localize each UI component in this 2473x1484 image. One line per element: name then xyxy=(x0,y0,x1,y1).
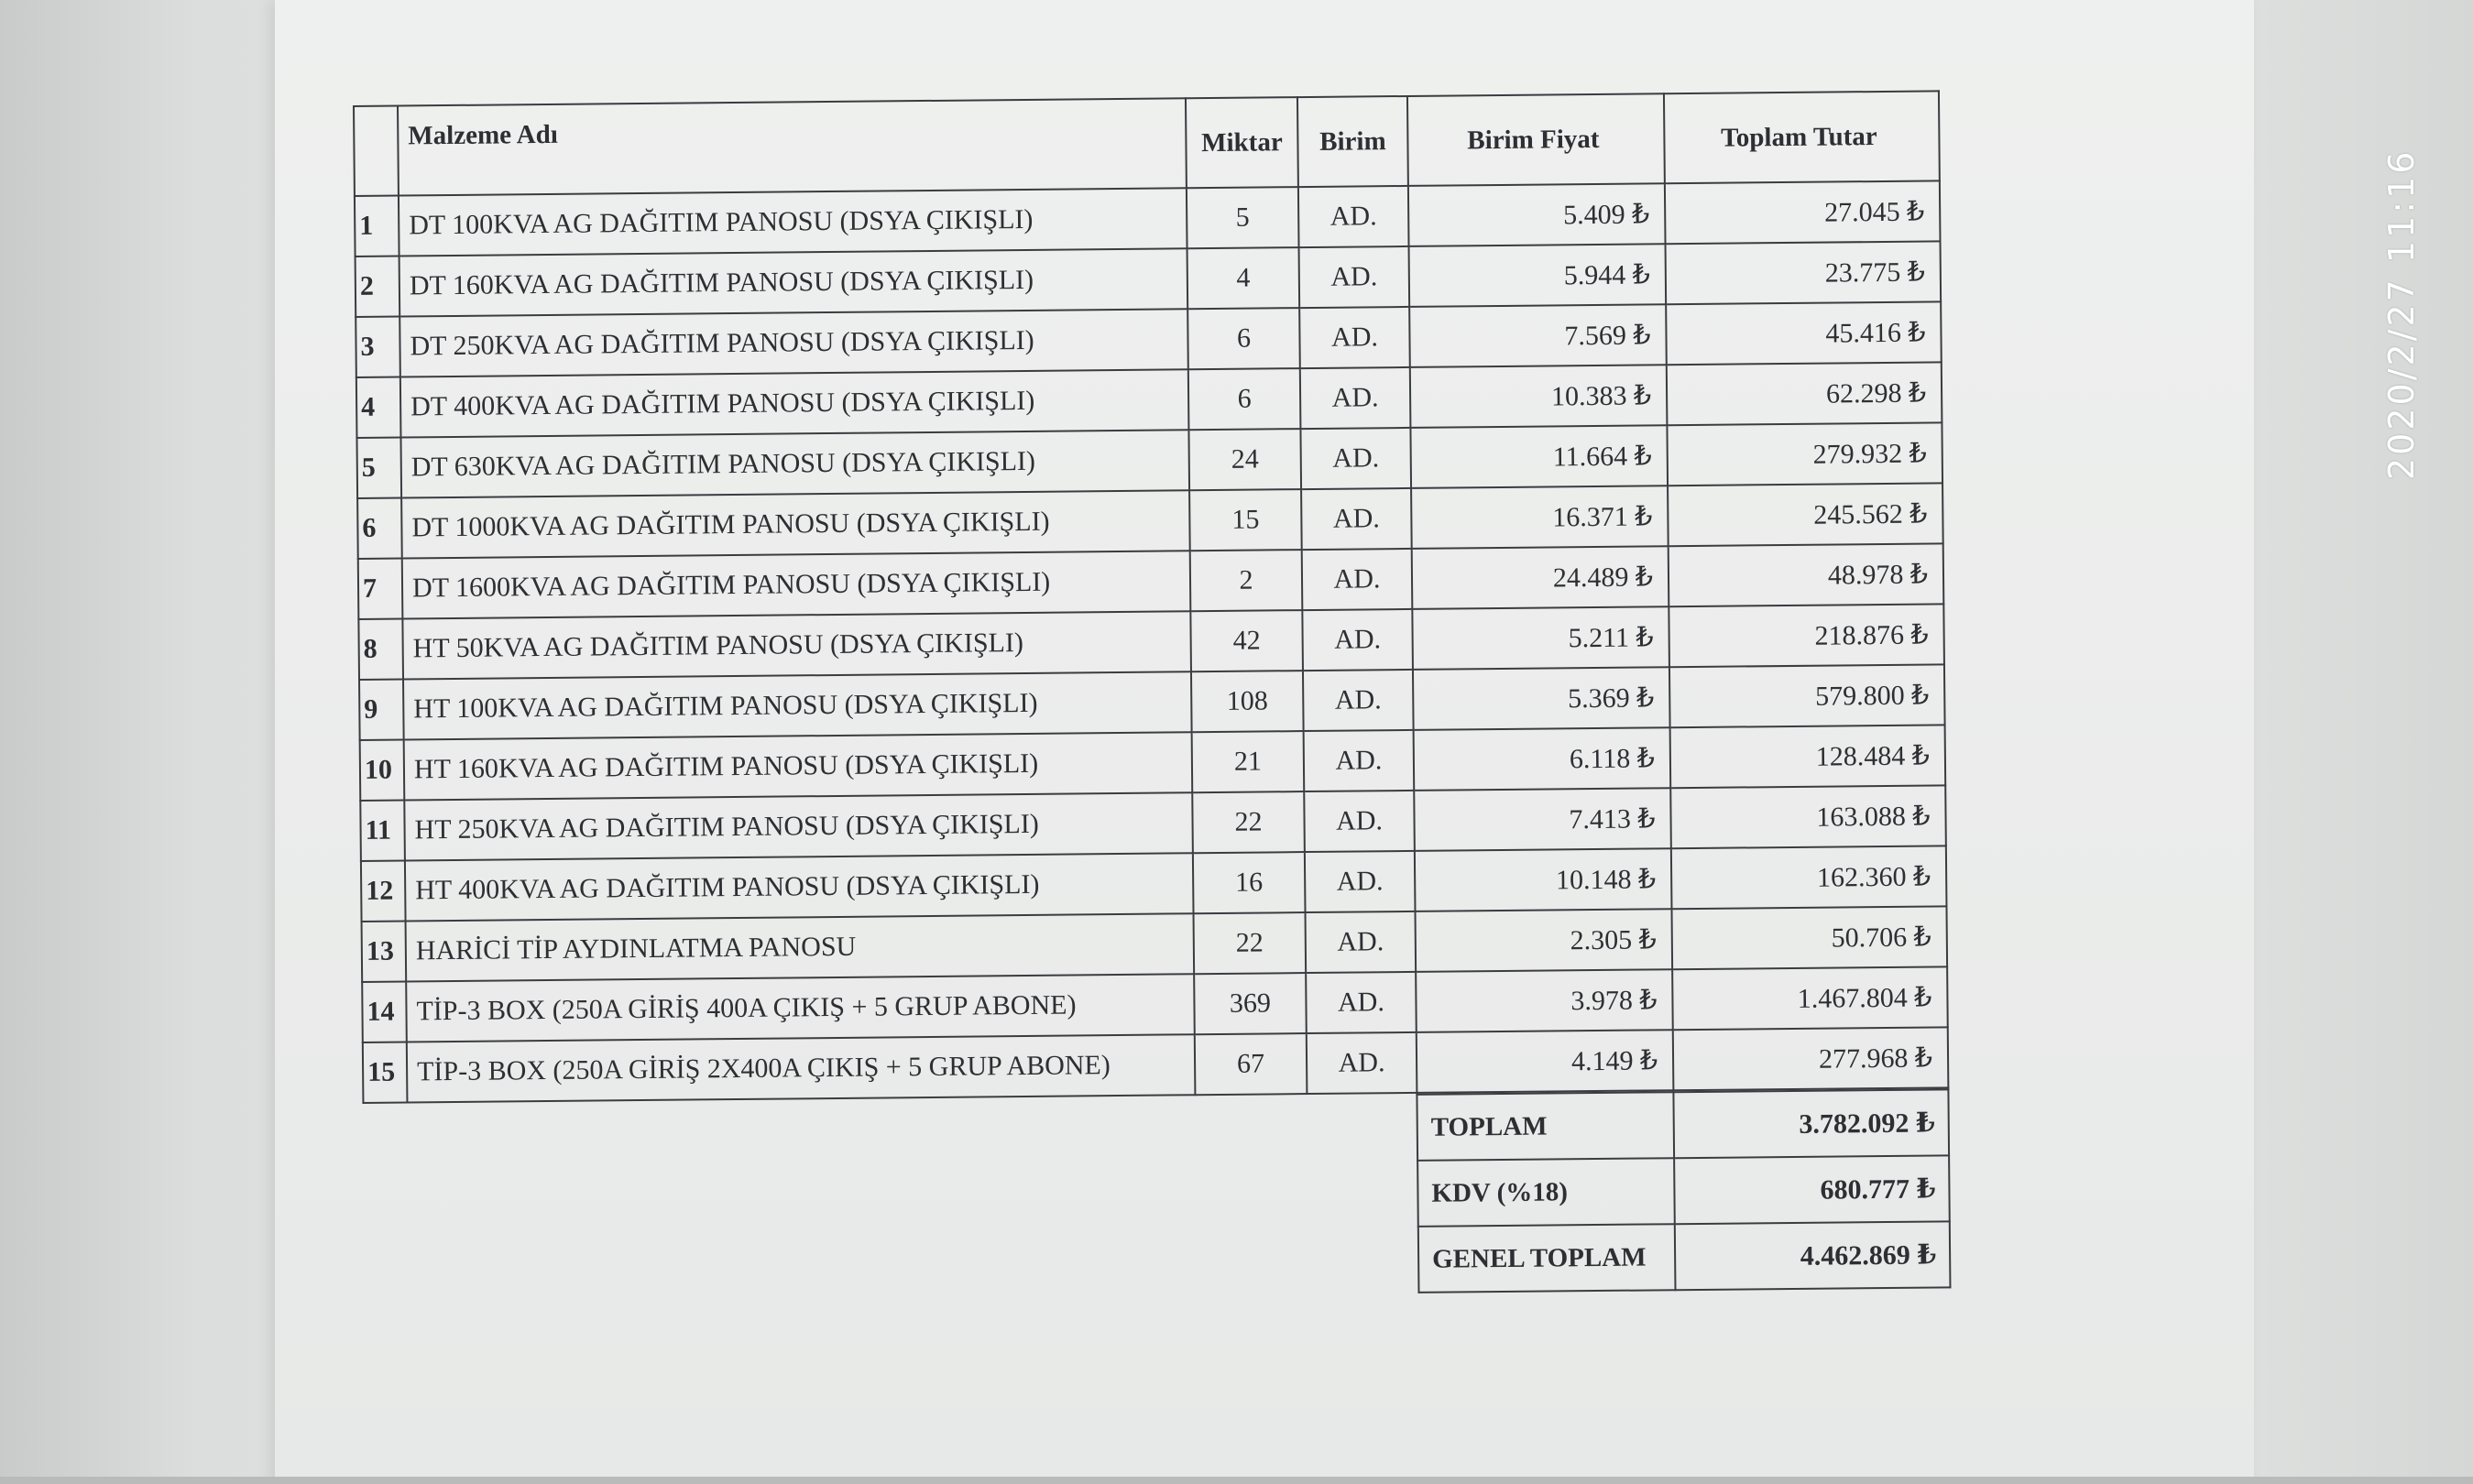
header-quantity: Miktar xyxy=(1186,97,1298,188)
row-number: 3 xyxy=(356,317,400,377)
photo-timestamp-text: 2020/2/27 11:16 xyxy=(2381,148,2422,480)
row-number: 13 xyxy=(362,921,407,981)
unit-price: 5.409 ₺ xyxy=(1408,183,1666,246)
material-name: HARİCİ TİP AYDINLATMA PANOSU xyxy=(406,913,1195,981)
quantity: 108 xyxy=(1191,671,1304,732)
material-name: DT 250KVA AG DAĞITIM PANOSU (DSYA ÇIKIŞLI) xyxy=(399,309,1188,376)
toplam-value: 3.782.092 ₺ xyxy=(1673,1089,1949,1158)
material-name: HT 400KVA AG DAĞITIM PANOSU (DSYA ÇIKIŞLI) xyxy=(405,853,1194,921)
row-number: 8 xyxy=(358,619,403,680)
unit: AD. xyxy=(1307,1032,1417,1094)
unit: AD. xyxy=(1305,851,1416,912)
quantity: 4 xyxy=(1187,247,1300,309)
quantity: 22 xyxy=(1194,912,1307,974)
totals-row-toplam xyxy=(1417,1089,1949,1161)
unit-price: 10.148 ₺ xyxy=(1415,848,1672,911)
total-amount: 62.298 ₺ xyxy=(1667,362,1942,425)
row-number: 2 xyxy=(356,256,400,317)
header-total-amount: Toplam Tutar xyxy=(1664,91,1940,183)
unit-price: 5.944 ₺ xyxy=(1409,244,1667,307)
unit: AD. xyxy=(1304,791,1415,852)
total-amount: 50.706 ₺ xyxy=(1671,906,1947,969)
total-amount: 1.467.804 ₺ xyxy=(1672,966,1948,1030)
row-number: 1 xyxy=(355,196,399,256)
material-name: HT 100KVA AG DAĞITIM PANOSU (DSYA ÇIKIŞLI) xyxy=(403,671,1192,739)
photo-timestamp xyxy=(2380,59,2423,480)
row-number: 10 xyxy=(360,739,405,800)
quantity: 5 xyxy=(1187,187,1299,248)
genel-toplam-value: 4.462.869 ₺ xyxy=(1675,1221,1951,1290)
row-number: 14 xyxy=(362,981,407,1042)
total-amount: 245.562 ₺ xyxy=(1668,483,1943,546)
row-number: 12 xyxy=(361,860,406,921)
material-name: TİP-3 BOX (250A GİRİŞ 2X400A ÇIKIŞ + 5 GRUP ABONE) xyxy=(407,1034,1196,1102)
kdv-value: 680.777 ₺ xyxy=(1674,1155,1950,1224)
unit-price: 11.664 ₺ xyxy=(1410,425,1668,488)
unit: AD. xyxy=(1298,186,1409,247)
material-name: HT 250KVA AG DAĞITIM PANOSU (DSYA ÇIKIŞLI) xyxy=(404,792,1193,860)
unit: AD. xyxy=(1304,730,1415,791)
row-number: 6 xyxy=(357,498,402,559)
row-number: 15 xyxy=(363,1042,408,1102)
unit-price: 7.413 ₺ xyxy=(1414,788,1671,851)
unit: AD. xyxy=(1302,609,1413,671)
unit: AD. xyxy=(1301,488,1412,550)
header-unit-price: Birim Fiyat xyxy=(1407,93,1665,186)
unit-price: 3.978 ₺ xyxy=(1416,969,1673,1032)
totals-table xyxy=(1416,1088,1951,1293)
material-name: TİP-3 BOX (250A GİRİŞ 400A ÇIKIŞ + 5 GRUP ABONE) xyxy=(406,974,1195,1042)
table-body xyxy=(355,180,1948,1103)
row-number: 7 xyxy=(358,559,403,619)
bottom-edge xyxy=(0,1477,2473,1484)
material-name: DT 630KVA AG DAĞITIM PANOSU (DSYA ÇIKIŞLI) xyxy=(400,430,1189,497)
header-no xyxy=(354,106,399,196)
total-amount: 48.978 ₺ xyxy=(1669,543,1944,606)
total-amount: 218.876 ₺ xyxy=(1669,604,1944,667)
unit-price: 5.369 ₺ xyxy=(1413,667,1670,730)
unit: AD. xyxy=(1300,428,1411,489)
header-row xyxy=(354,91,1940,196)
quantity: 67 xyxy=(1195,1033,1308,1095)
total-amount: 163.088 ₺ xyxy=(1670,785,1946,848)
genel-toplam-label: GENEL TOPLAM xyxy=(1418,1224,1676,1293)
total-amount: 23.775 ₺ xyxy=(1666,241,1942,304)
quantity: 24 xyxy=(1188,429,1301,490)
total-amount: 128.484 ₺ xyxy=(1670,725,1946,788)
quantity: 2 xyxy=(1190,550,1303,611)
unit: AD. xyxy=(1299,246,1410,308)
unit: AD. xyxy=(1302,549,1413,610)
material-name: HT 160KVA AG DAĞITIM PANOSU (DSYA ÇIKIŞLI) xyxy=(404,732,1193,800)
unit: AD. xyxy=(1300,367,1411,429)
row-number: 9 xyxy=(359,680,404,740)
quantity: 16 xyxy=(1193,852,1306,913)
header-material-name: Malzeme Adı xyxy=(398,98,1187,195)
row-number: 5 xyxy=(356,438,401,498)
total-amount: 27.045 ₺ xyxy=(1665,180,1941,244)
header-unit: Birim xyxy=(1297,96,1408,187)
unit: AD. xyxy=(1306,911,1417,973)
material-name: DT 1600KVA AG DAĞITIM PANOSU (DSYA ÇIKIŞLI) xyxy=(402,551,1191,618)
quantity: 22 xyxy=(1192,791,1305,853)
quantity: 6 xyxy=(1187,308,1300,369)
quantity: 6 xyxy=(1188,368,1301,430)
unit-price: 7.569 ₺ xyxy=(1409,304,1667,367)
unit-price: 6.118 ₺ xyxy=(1414,727,1671,791)
price-list-document xyxy=(353,90,1951,1304)
quantity: 369 xyxy=(1194,973,1307,1034)
unit-price: 5.211 ₺ xyxy=(1412,606,1669,670)
unit-price: 24.489 ₺ xyxy=(1412,546,1669,609)
unit: AD. xyxy=(1299,307,1410,368)
quantity: 21 xyxy=(1192,731,1305,792)
totals-row-kdv xyxy=(1417,1155,1950,1227)
material-name: HT 50KVA AG DAĞITIM PANOSU (DSYA ÇIKIŞLI) xyxy=(402,611,1191,679)
material-name: DT 400KVA AG DAĞITIM PANOSU (DSYA ÇIKIŞLI) xyxy=(400,369,1189,437)
totals-row-genel xyxy=(1418,1221,1951,1293)
material-name: DT 100KVA AG DAĞITIM PANOSU (DSYA ÇIKIŞLI) xyxy=(399,188,1187,256)
material-name: DT 1000KVA AG DAĞITIM PANOSU (DSYA ÇIKIŞLI) xyxy=(401,490,1190,558)
row-number: 4 xyxy=(356,377,401,438)
unit-price: 16.371 ₺ xyxy=(1411,486,1669,549)
total-amount: 277.968 ₺ xyxy=(1673,1027,1949,1090)
total-amount: 162.360 ₺ xyxy=(1671,846,1947,909)
unit-price: 2.305 ₺ xyxy=(1415,909,1672,972)
unit: AD. xyxy=(1306,972,1417,1033)
materials-table xyxy=(353,90,1949,1104)
total-amount: 579.800 ₺ xyxy=(1669,664,1945,727)
total-amount: 45.416 ₺ xyxy=(1666,301,1942,365)
total-amount: 279.932 ₺ xyxy=(1667,422,1942,486)
row-number: 11 xyxy=(360,800,405,860)
material-name: DT 160KVA AG DAĞITIM PANOSU (DSYA ÇIKIŞLI) xyxy=(399,248,1188,316)
kdv-label: KDV (%18) xyxy=(1417,1158,1675,1227)
quantity: 42 xyxy=(1190,610,1303,671)
quantity: 15 xyxy=(1189,489,1302,551)
unit: AD. xyxy=(1303,670,1414,731)
unit-price: 10.383 ₺ xyxy=(1410,365,1668,428)
unit-price: 4.149 ₺ xyxy=(1417,1030,1674,1093)
toplam-label: TOPLAM xyxy=(1417,1092,1674,1161)
